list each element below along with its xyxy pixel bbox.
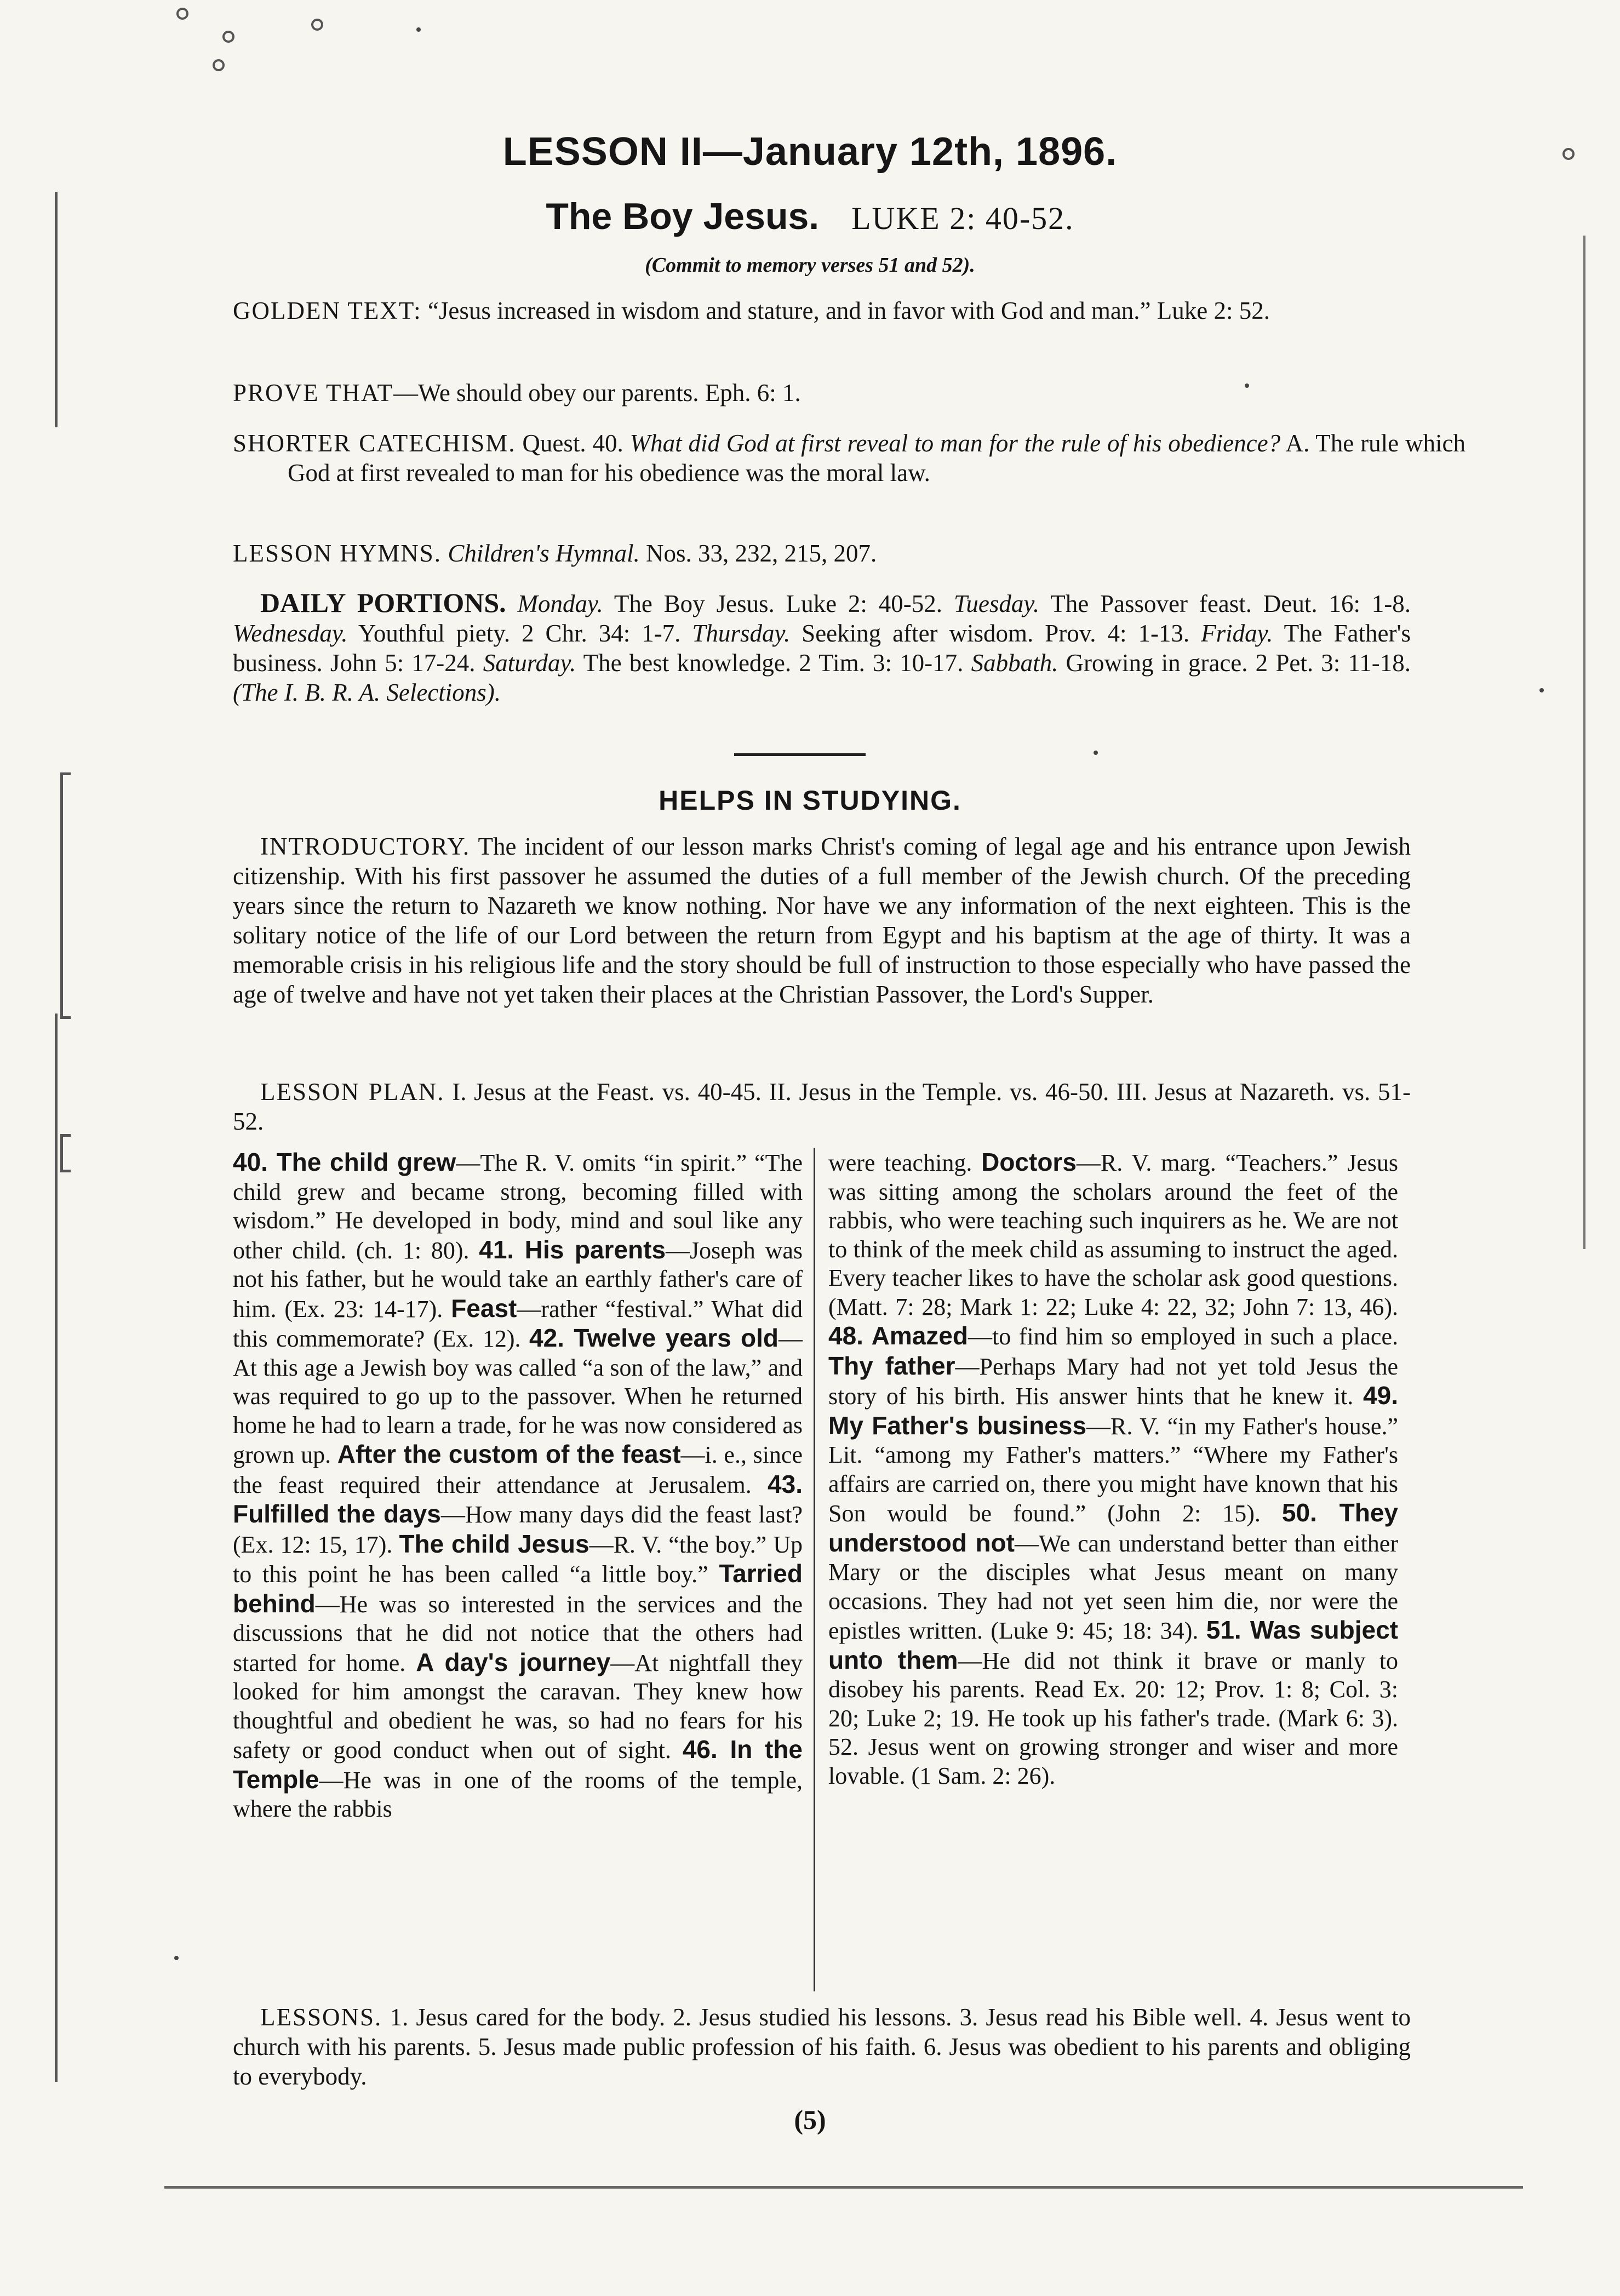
scan-speck — [222, 31, 234, 43]
lesson-plan — [233, 1077, 1411, 1136]
scan-left-edge — [55, 1014, 58, 2082]
golden-text-body: “Jesus increased in wisdom and stature, and in favor with God and man.” Luke 2: 52. — [427, 297, 1270, 324]
note-keyword: The child Jesus — [399, 1529, 589, 1558]
portion-day: Thursday. — [692, 620, 791, 647]
note-keyword: 49. My Father's business — [828, 1381, 1398, 1440]
note-text: —Joseph was not his father, but he would take an earthly father's care of him. (Ex. 23: 14-17). — [233, 1236, 803, 1322]
introductory-body: The incident of our lesson marks Christ's coming of legal age and his entrance upon Jewish citizenship. With his first passover he assumed the duties of a full member of the Jewish church. Of the preceding years since the return to Nazareth we know nothing. Nor have we any information of the next eighteen. This is the solitary notice of the life of our Lord between the return from Egypt and his baptism at the age of thirty. It was a memorable crisis in his religious life and the story should be full of instruction to those especially who have passed the age of twelve and have not yet taken their places at the Christian Passover, the Lord's Supper. — [233, 833, 1411, 1008]
lesson-plan-body: I. Jesus at the Feast. vs. 40-45. II. Jesus in the Temple. vs. 46-50. III. Jesus at Nazareth. vs. 51-52. — [233, 1078, 1411, 1135]
note-keyword: A day's journey — [416, 1647, 611, 1676]
note-keyword: 48. Amazed — [828, 1321, 968, 1350]
scan-bracket — [60, 1134, 71, 1172]
lessons-label: LESSONS. — [260, 2003, 382, 2031]
scan-dot — [416, 27, 421, 32]
portion-text: Growing in grace. 2 Pet. 3: 11-18. — [1066, 649, 1411, 677]
scan-dot — [174, 1956, 179, 1960]
lesson-subtitle — [0, 195, 1620, 238]
portion-text: Youthful piety. 2 Chr. 34: 1-7. — [358, 620, 681, 647]
note-text: —R. V. “the boy.” Up to this point he has been called “a little boy.” — [233, 1531, 803, 1588]
note-keyword: 41. His parents — [479, 1235, 666, 1264]
note-text: —i. e., since the feast required their attendance at Jerusalem. — [233, 1441, 803, 1498]
portion-day: Sabbath. — [971, 649, 1058, 677]
helps-heading: HELPS IN STUDYING. — [659, 785, 961, 816]
note-text: —R. V. marg. “Teachers.” Jesus was sitting among the scholars around the feet of the rabbis, who were teaching such inquirers as he. We are not to think of the meek child as assuming to instruct the aged. Every teacher likes to have the scholar ask good questions. (Matt. 7: 28; Mark 1: 22; Luke 4: 22, 32; John 7: 13, 46). — [828, 1149, 1398, 1320]
introductory — [233, 832, 1411, 1009]
portion-day: Saturday. — [483, 649, 576, 677]
scan-speck — [213, 59, 225, 71]
portion-text: The best knowledge. 2 Tim. 3: 10-17. — [583, 649, 964, 677]
note-keyword: Thy father — [828, 1351, 955, 1380]
portion-day: Wednesday. — [233, 620, 348, 647]
note-text: —Perhaps Mary had not yet told Jesus the story of his birth. His answer hints that he knew it. — [828, 1353, 1398, 1410]
scan-speck — [311, 19, 323, 31]
note-keyword: 40. The child grew — [233, 1148, 456, 1176]
hymns-source: Children's Hymnal. — [448, 540, 640, 567]
page-number: (5) — [794, 2104, 826, 2135]
note-keyword: 42. Twelve years old — [529, 1324, 778, 1352]
prove-that-body: —We should obey our parents. Eph. 6: 1. — [393, 379, 801, 406]
lessons — [233, 2002, 1411, 2091]
portion-day: Tuesday. — [953, 590, 1040, 617]
catechism-label: SHORTER CATECHISM. — [233, 430, 516, 457]
section-divider — [734, 753, 866, 756]
scripture-reference: LUKE 2: 40-52. — [851, 201, 1074, 236]
note-keyword: 43. Fulfilled the days — [233, 1469, 803, 1528]
daily-portions-label: DAILY PORTIONS. — [260, 587, 506, 618]
note-text: —The R. V. omits “in spirit.” “The child grew and became strong, becoming filled with wisdom.” He developed in body, mind and soul like any other child. (ch. 1: 80). — [233, 1149, 803, 1264]
catechism-answer: A. The rule which God at first revealed to man for his obedience was the moral law. — [288, 430, 1466, 486]
catechism-question: What did God at first reveal to man for the rule of his obedience? — [629, 430, 1281, 457]
portion-text: The Passover feast. Deut. 16: 1-8. — [1050, 590, 1411, 617]
introductory-label: INTRODUCTORY. — [260, 833, 471, 860]
column-divider — [814, 1148, 815, 1991]
note-text: —At this age a Jewish boy was called “a son of the law,” and was required to go up to the passover. When he returned home he had to learn a trade, for he was now considered as grown up. — [233, 1325, 803, 1468]
note-keyword: Doctors — [981, 1148, 1077, 1176]
lesson-title: LESSON II—January 12th, 1896. — [502, 130, 1118, 174]
note-text: 52. Jesus went on growing stronger and wiser and more lovable. (1 Sam. 2: 26). — [828, 1733, 1398, 1789]
scan-bottom-edge — [164, 2186, 1523, 2189]
note-text: —to find him so employed in such a place. — [968, 1323, 1398, 1350]
portion-text: The Father's business. John 5: 17-24. — [233, 620, 1411, 677]
prove-that — [233, 378, 1466, 408]
golden-text — [233, 296, 1466, 325]
shorter-catechism — [233, 428, 1466, 488]
lessons-body: 1. Jesus cared for the body. 2. Jesus studied his lessons. 3. Jesus read his Bible well. 4. Jesus went to church with his parents. 5. Jesus made public profession of his faith. 6. Jesus was obedient to his parents and obliging to everybody. — [233, 2003, 1411, 2090]
note-text: were teaching. — [828, 1149, 982, 1176]
memory-note: (Commit to memory verses 51 and 52). — [645, 254, 975, 277]
portion-day: Monday. — [517, 590, 603, 617]
note-keyword: Tarried behind — [233, 1559, 803, 1618]
note-text: —He did not think it brave or manly to disobey his parents. Read Ex. 20: 12; Prov. 1: 8; Col. 3: 20; Luke 2; 19. He took up his father's trade. (Mark 6: 3). — [828, 1647, 1399, 1732]
lesson-hymns — [233, 539, 1411, 568]
note-text: —How many days did the feast last? (Ex. 12: 15, 17). — [233, 1501, 803, 1558]
note-text: —rather “festival.” What did this commemorate? (Ex. 12). — [233, 1295, 803, 1352]
prove-that-label: PROVE THAT — [233, 379, 393, 406]
scan-speck — [176, 8, 188, 20]
note-keyword: After the custom of the feast — [337, 1440, 681, 1468]
daily-portions — [233, 588, 1411, 707]
portion-note: (The I. B. R. A. Selections). — [233, 679, 501, 706]
note-keyword: Feast — [451, 1293, 517, 1322]
portion-text: Seeking after wisdom. Prov. 4: 1-13. — [802, 620, 1190, 647]
note-keyword: 46. In the Temple — [233, 1735, 803, 1794]
note-text: —At nightfall they looked for him amongst the caravan. They knew how thoughtful and obedient he was, so had no fears for his safety or good conduct when out of sight. — [233, 1649, 803, 1763]
portion-text: The Boy Jesus. Luke 2: 40-52. — [614, 590, 943, 617]
lesson-subtitle-text: The Boy Jesus. — [546, 196, 820, 237]
hymns-numbers: Nos. 33, 232, 215, 207. — [646, 540, 877, 567]
note-keyword: 50. They understood not — [828, 1498, 1398, 1557]
note-keyword: 51. Was subject unto them — [828, 1616, 1398, 1674]
catechism-quest: Quest. 40. — [522, 430, 623, 457]
notes-right-column — [828, 1148, 1398, 1790]
note-text: —We can understand better than either Mary or the disciples what Jesus meant on many occasions. They had not yet seen him die, nor were the epistles written. (Luke 9: 45; 18: 34). — [828, 1530, 1398, 1644]
notes-left-column — [233, 1148, 803, 1824]
lesson-plan-label: LESSON PLAN. — [260, 1078, 445, 1106]
golden-text-label: GOLDEN TEXT: — [233, 297, 422, 324]
hymns-label: LESSON HYMNS. — [233, 540, 442, 567]
scan-right-edge — [1583, 236, 1585, 1249]
portion-day: Friday. — [1201, 620, 1273, 647]
scan-dot — [1094, 751, 1098, 755]
note-text: —He was so interested in the services and the discussions that he did not notice that the others had started for home. — [233, 1590, 803, 1676]
scan-dot — [1539, 688, 1544, 692]
note-text: —He was in one of the rooms of the temple, where the rabbis — [233, 1766, 803, 1822]
note-text: —R. V. “in my Father's house.” Lit. “among my Father's matters.” “Where my Father's affairs are carried on, there you might have known that his Son would be found.” (John 2: 15). — [828, 1412, 1398, 1527]
